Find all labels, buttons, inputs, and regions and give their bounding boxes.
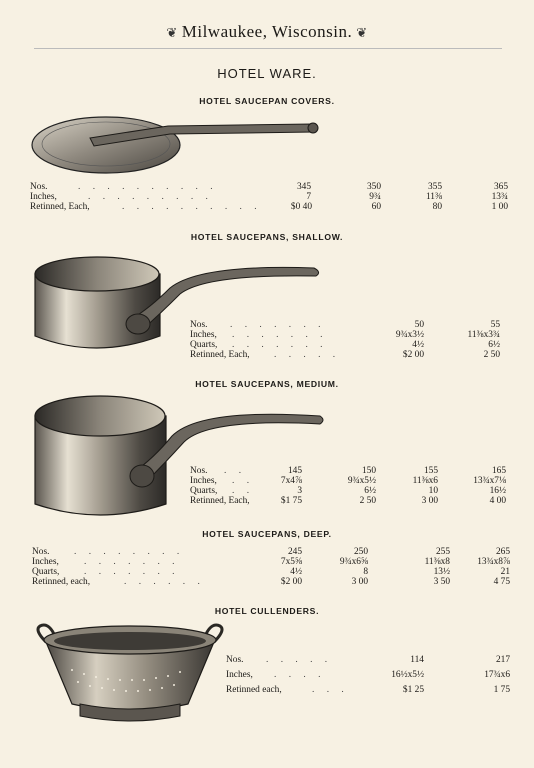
leader-dots: . . . . . . .: [84, 557, 180, 567]
row-value: 7x4⅞: [280, 476, 302, 486]
row-label: Quarts,: [190, 486, 218, 496]
row-value: 16½: [489, 486, 506, 496]
row-label: Retinned, Each,: [190, 350, 250, 360]
leader-dots: . . . . .: [274, 350, 341, 360]
row-value: 11⅜x6: [412, 476, 438, 486]
leader-dots: . .: [232, 476, 255, 486]
row-value: 2 50: [483, 350, 500, 360]
spec-row: [190, 330, 510, 340]
row-value: 2 50: [359, 496, 376, 506]
row-value: $2 00: [280, 577, 302, 587]
leader-dots: . .: [232, 486, 255, 496]
row-value: 4 75: [493, 577, 510, 587]
section-title-shallow: HOTEL SAUCEPANS, SHALLOW.: [190, 232, 344, 242]
row-value: 1 75: [493, 685, 510, 695]
row-value: 13½: [433, 567, 450, 577]
row-value: 155: [423, 466, 438, 476]
row-value: $1 75: [280, 496, 302, 506]
row-value: 50: [414, 320, 424, 330]
header-text: Milwaukee, Wisconsin.: [181, 22, 353, 41]
row-value: 13¾: [491, 192, 508, 202]
row-value: 1 00: [491, 202, 508, 212]
section-title-medium: HOTEL SAUCEPANS, MEDIUM.: [195, 379, 339, 389]
row-value: 55: [490, 320, 500, 330]
spec-row: [30, 202, 510, 212]
row-value: 4½: [290, 567, 302, 577]
leader-dots: . . .: [312, 685, 349, 695]
page-title: HOTEL WARE.: [217, 66, 317, 81]
spec-table-shallow: [190, 320, 510, 360]
row-label: Quarts,: [32, 567, 60, 577]
row-value: 11⅜x8: [424, 557, 450, 567]
row-label: Nos.: [32, 547, 50, 557]
row-value: 7x5⅝: [280, 557, 302, 567]
row-value: 9¾x3½: [395, 330, 424, 340]
row-label: Inches,: [30, 192, 57, 202]
row-value: $0 40: [290, 202, 312, 212]
row-label: Nos.: [190, 466, 208, 476]
row-label: Nos.: [226, 655, 244, 665]
leader-dots: . . . . . . .: [232, 340, 328, 350]
row-value: 4½: [412, 340, 424, 350]
row-value: 9¾x5½: [347, 476, 376, 486]
row-value: 3 50: [433, 577, 450, 587]
row-value: 355: [427, 182, 442, 192]
spec-row: [190, 486, 510, 496]
page-header: [0, 22, 534, 42]
spec-row: [190, 320, 510, 330]
leader-dots: . . . . .: [266, 655, 333, 665]
row-value: 17¾x6: [484, 670, 510, 680]
row-value: 9¾: [369, 192, 381, 202]
row-label: Retinned, each,: [32, 577, 91, 587]
spec-table-deep: [32, 547, 512, 587]
spec-row: [226, 685, 516, 695]
spec-row: [32, 567, 512, 577]
row-label: Inches,: [226, 670, 253, 680]
leader-dots: . . . .: [274, 670, 326, 680]
row-label: Nos.: [190, 320, 208, 330]
row-value: 80: [432, 202, 442, 212]
row-value: 8: [363, 567, 368, 577]
row-value: 11⅜x3¾: [467, 330, 500, 340]
row-value: $2 00: [402, 350, 424, 360]
row-value: $1 25: [402, 685, 424, 695]
spec-row: [30, 192, 510, 202]
row-value: 350: [366, 182, 381, 192]
row-label: Retinned each,: [226, 685, 282, 695]
spec-row: [190, 466, 510, 476]
spec-row: [32, 557, 512, 567]
leader-dots: . . . . . . .: [230, 320, 326, 330]
spec-row: [32, 547, 512, 557]
spec-row: [30, 182, 510, 192]
row-value: 60: [371, 202, 381, 212]
cullender-illustration: [32, 620, 228, 726]
leader-dots: . . . . . .: [124, 577, 205, 587]
row-value: 145: [287, 466, 302, 476]
leader-dots: . . . . . . .: [232, 330, 328, 340]
left-ornament-icon: ❦: [166, 25, 178, 40]
row-value: 11⅜: [425, 192, 442, 202]
row-value: 6½: [364, 486, 376, 496]
row-value: 365: [493, 182, 508, 192]
row-label: Inches,: [190, 330, 217, 340]
leader-dots: . . . . . . . . .: [88, 192, 213, 202]
row-value: 265: [495, 547, 510, 557]
leader-dots: . . . . . . . . . .: [122, 202, 262, 212]
row-value: 7: [306, 192, 311, 202]
right-ornament-icon: ❦: [356, 25, 368, 40]
row-value: 245: [287, 547, 302, 557]
spec-row: [190, 496, 510, 506]
row-label: Nos.: [30, 182, 48, 192]
leader-dots: . . . . . . .: [84, 567, 180, 577]
row-value: 21: [500, 567, 510, 577]
spec-table-covers: [30, 182, 510, 212]
leader-dots: . .: [224, 466, 247, 476]
row-label: Inches,: [190, 476, 217, 486]
spec-row: [190, 340, 510, 350]
row-value: 165: [491, 466, 506, 476]
row-value: 114: [410, 655, 424, 665]
spec-row: [32, 577, 512, 587]
row-value: 250: [353, 547, 368, 557]
row-value: 217: [495, 655, 510, 665]
row-label: Inches,: [32, 557, 59, 567]
row-value: 4 00: [489, 496, 506, 506]
spec-row: [190, 350, 510, 360]
row-value: 6½: [488, 340, 500, 350]
section-title-covers: HOTEL SAUCEPAN COVERS.: [199, 96, 335, 106]
spec-row: [190, 476, 510, 486]
row-value: 16½x5½: [391, 670, 424, 680]
spec-row: [226, 670, 516, 680]
row-label: Quarts,: [190, 340, 218, 350]
spec-table-cullenders: [226, 655, 516, 695]
row-value: 10: [428, 486, 438, 496]
leader-dots: . . . . . . . . . .: [78, 182, 218, 192]
row-value: 13¾x7⅛: [473, 476, 506, 486]
row-label: Retinned, Each,: [30, 202, 90, 212]
row-value: 150: [361, 466, 376, 476]
row-value: 255: [435, 547, 450, 557]
row-value: 3: [297, 486, 302, 496]
leader-dots: . . . . . . . .: [74, 547, 185, 557]
saucepan-cover-illustration: [30, 110, 322, 176]
row-label: Retinned, Each,: [190, 496, 250, 506]
section-title-cullenders: HOTEL CULLENDERS.: [214, 606, 320, 616]
row-value: 13¾x8⅞: [477, 557, 510, 567]
spec-row: [226, 655, 516, 665]
row-value: 3 00: [421, 496, 438, 506]
spec-table-medium: [190, 466, 510, 506]
row-value: 345: [296, 182, 311, 192]
header-rule: [34, 48, 502, 49]
section-title-deep: HOTEL SAUCEPANS, DEEP.: [202, 529, 332, 539]
row-value: 9¾x6⅝: [339, 557, 368, 567]
row-value: 3 00: [351, 577, 368, 587]
